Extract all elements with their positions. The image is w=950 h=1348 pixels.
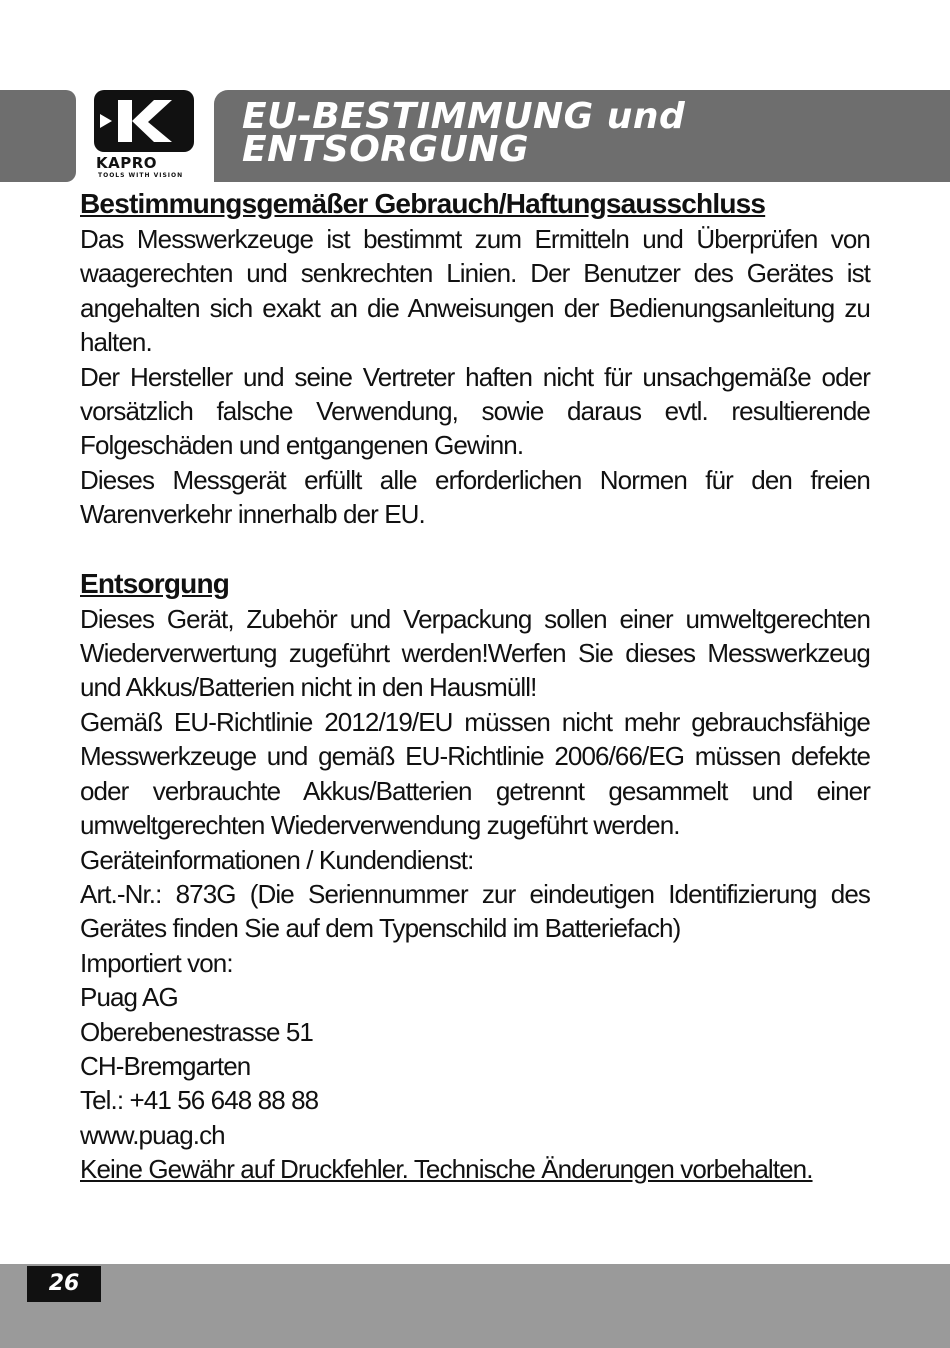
company-city: CH-Bremgarten [80,1050,251,1081]
company-street: Oberebenestrasse 51 [80,1016,313,1047]
footer-bar [0,1264,950,1348]
usage-paragraph: Das Messwerkzeuge ist bestimmt zum Ermitteln und Überprüfen von waagerechten und senkrechten Linien. Der Benutzer des Gerätes ist angehalten sich exakt an die Anweisungen der Bedienungsanleitung zu halten. [80,224,870,358]
company-phone: Tel.: +41 56 648 88 88 [80,1085,319,1116]
importer-label: Importiert von: [80,947,233,978]
company-name: Puag AG [80,982,178,1013]
page-title-line1: EU-BESTIMMUNG und [242,96,686,137]
main-content [80,186,870,1187]
logo-tagline: TOOLS WITH VISION [98,172,184,179]
device-info-label: Geräteinformationen / Kundendienst: [80,844,474,875]
page-title-line2: ENTSORGUNG [242,129,529,170]
section-heading-usage: Bestimmungsgemäßer Gebrauch/Haftungsausschluss [80,188,766,219]
page-number: 26 [27,1266,101,1302]
norms-paragraph: Dieses Messgerät erfüllt alle erforderlichen Normen für den freien Warenverkehr innerhalb der EU. [80,464,870,530]
page-title [242,96,686,170]
kapro-k-icon [92,88,196,154]
section-spacer [80,532,870,566]
header-left-tab [0,90,76,182]
directive-paragraph: Gemäß EU-Richtlinie 2012/19/EU müssen nicht mehr gebrauchsfähige Messwerkzeuge und gemäß EU-Richtlinie 2006/66/EG müssen defekte oder verbrauchte Akkus/Batterien getrennt gesammelt und einer umweltgerechten Wiederverwendung zugeführt werden. [80,706,870,841]
header-bar [214,90,950,182]
liability-paragraph: Der Hersteller und seine Vertreter haften nicht für unsachgemäße oder vorsätzlich falsche Verwendung, sowie daraus evtl. resultierende Folgeschäden und entgangenen Gewinn. [80,361,870,461]
disclaimer: Keine Gewähr auf Druckfehler. Technische Änderungen vorbehalten. [80,1154,813,1185]
logo-wordmark: KAPRO [96,154,158,172]
section-heading-disposal: Entsorgung [80,567,230,599]
disposal-paragraph: Dieses Gerät, Zubehör und Verpackung sollen einer umweltgerechten Wiederverwertung zugeführt werden!Werfen Sie dieses Messwerkzeug und Akkus/Batterien nicht in den Hausmüll! [80,603,870,703]
kapro-logo [92,88,196,184]
company-website: www.puag.ch [80,1119,225,1150]
article-number-paragraph: Art.-Nr.: 873G (Die Seriennummer zur eindeutigen Identifizierung des Gerätes finden Sie auf dem Typenschild im Batteriefach) [80,878,870,944]
